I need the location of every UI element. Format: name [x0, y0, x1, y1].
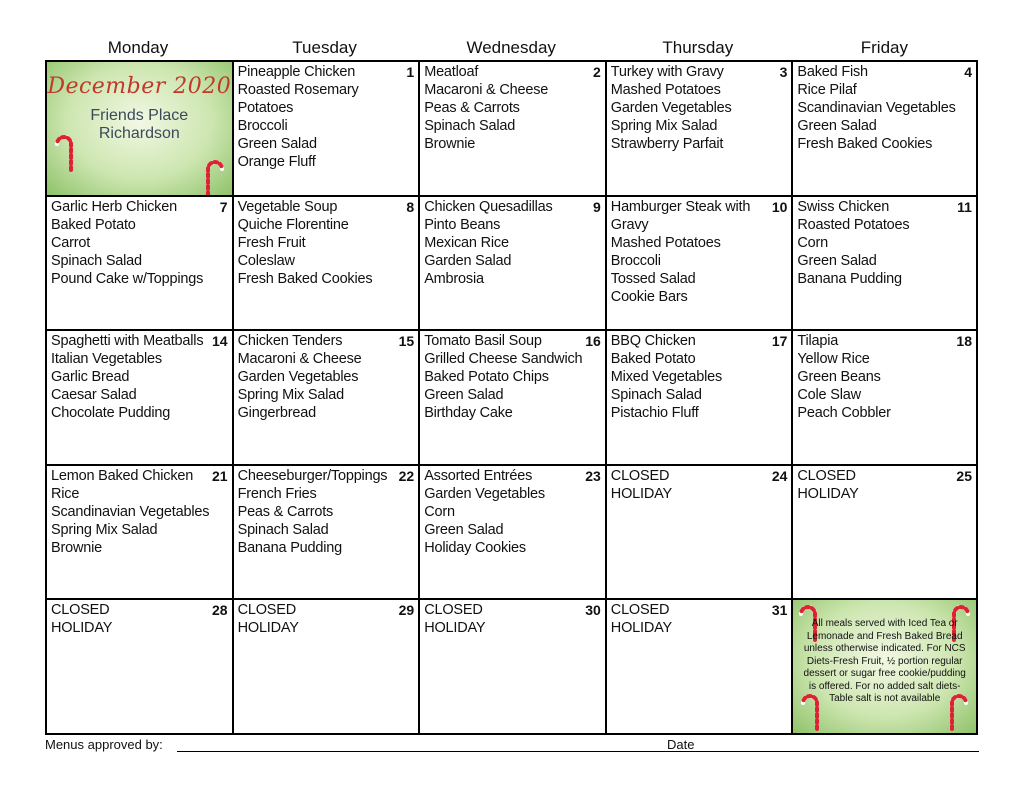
menu-item: Ambrosia	[424, 270, 484, 287]
day-number: 1	[406, 64, 415, 80]
day-number: 8	[406, 198, 415, 215]
menu-item: Hamburger Steak with	[610, 198, 751, 215]
menu-item: Scandinavian Vegetables	[51, 503, 210, 520]
menu-items	[238, 63, 405, 171]
menu-item: Mixed Vegetables	[610, 369, 723, 386]
menu-item: Potatoes	[237, 100, 294, 116]
menu-items	[797, 198, 962, 288]
menu-items	[424, 198, 591, 288]
menu-items	[238, 467, 405, 557]
menu-item: Vegetable Soup	[237, 198, 338, 215]
day-cell-23	[420, 466, 607, 601]
menu-items	[424, 467, 591, 557]
menu-item: Roasted Rosemary	[237, 82, 359, 98]
menu-item: Pistachio Fluff	[610, 405, 699, 422]
menu-item: Spring Mix Salad	[237, 387, 345, 404]
menu-items	[424, 332, 591, 422]
day-number: 17	[771, 333, 788, 350]
day-cell-7	[47, 197, 234, 332]
menu-item: Orange Fluff	[237, 154, 316, 170]
day-header-monday: Monday	[107, 38, 169, 57]
menu-item: Mexican Rice	[424, 234, 509, 251]
day-number: 16	[585, 333, 601, 350]
menu-item: Garlic Bread	[51, 369, 130, 386]
menu-item: French Fries	[237, 485, 317, 502]
day-cell-22	[234, 466, 421, 601]
menu-item: Fresh Fruit	[237, 234, 306, 251]
day-number: 4	[964, 64, 972, 80]
menu-item: HOLIDAY	[797, 485, 859, 502]
day-number: 14	[212, 333, 228, 350]
menu-items	[611, 332, 778, 422]
menu-item: Tomato Basil Soup	[424, 333, 542, 350]
menu-item: Cole Slaw	[797, 387, 861, 404]
day-number: 15	[398, 333, 415, 350]
day-number: 10	[771, 198, 788, 215]
meal-note-text: All meals served with Iced Tea or Lemonade and Fresh Baked Bread unless otherwise indicated. For NCS Diets-Fresh Fruit, ½ portion regular dessert or sugar free cookie/pudding is offered. For no added salt diets- Table salt is not available	[803, 618, 966, 705]
menu-item: Gingerbread	[237, 405, 317, 422]
day-cell-4	[793, 62, 976, 197]
menu-item: Corn	[797, 234, 829, 251]
menu-item: Swiss Chicken	[797, 198, 890, 215]
day-cell-29	[234, 600, 421, 733]
menu-items	[611, 198, 778, 306]
menu-item: Baked Potato	[610, 351, 696, 368]
menu-item: Birthday Cake	[424, 405, 513, 422]
day-number: 22	[398, 467, 415, 484]
menu-item: Carrot	[51, 234, 91, 251]
menu-item: Spinach Salad	[424, 118, 516, 134]
location-line1: Friends Place	[90, 107, 189, 124]
menu-item: Brownie	[424, 136, 476, 152]
menu-item: Broccoli	[237, 118, 288, 134]
menu-item: Green Salad	[797, 252, 877, 269]
day-cell-3	[607, 62, 794, 197]
day-number: 9	[592, 198, 601, 215]
menu-item: CLOSED	[51, 602, 110, 619]
day-number: 2	[592, 64, 601, 80]
menu-items	[238, 601, 405, 637]
menu-items	[238, 198, 405, 288]
month-title: December 2020	[47, 74, 232, 99]
approved-by-label: Menus approved by:	[45, 737, 163, 752]
menu-items	[797, 63, 962, 153]
day-cell-24	[607, 466, 794, 601]
menu-item: Holiday Cookies	[424, 539, 526, 556]
menu-item: Spaghetti with Meatballs	[51, 333, 204, 350]
menu-item: HOLIDAY	[237, 620, 299, 637]
menu-item: CLOSED	[610, 602, 670, 619]
day-header-friday: Friday	[860, 38, 908, 57]
menu-item: HOLIDAY	[610, 620, 672, 637]
menu-item: Chocolate Pudding	[51, 405, 171, 422]
menu-item: Green Salad	[237, 136, 317, 152]
menu-item: Scandinavian Vegetables	[797, 100, 956, 116]
menu-items	[611, 467, 778, 503]
menu-item: Gravy	[610, 216, 649, 233]
menu-item: Peas & Carrots	[237, 503, 334, 520]
menu-item: Yellow Rice	[797, 351, 870, 368]
menu-item: Baked Potato	[51, 216, 136, 233]
day-cell-8	[234, 197, 421, 332]
day-number: 24	[771, 467, 788, 484]
day-cell-10	[607, 197, 794, 332]
date-label: Date	[667, 737, 695, 752]
day-cell-21	[47, 466, 234, 601]
menu-item: Chicken Quesadillas	[424, 198, 553, 215]
menu-item: Cookie Bars	[610, 288, 688, 305]
menu-item: CLOSED	[610, 467, 670, 484]
weekday-header	[45, 38, 978, 60]
menu-item: Pound Cake w/Toppings	[51, 270, 204, 287]
menu-item: CLOSED	[424, 602, 483, 619]
menu-item: Spring Mix Salad	[51, 521, 158, 538]
menu-item: Baked Potato Chips	[424, 369, 549, 386]
menu-calendar-grid	[45, 60, 978, 735]
menu-item: Brownie	[51, 539, 102, 556]
menu-item: Rice Pilaf	[797, 82, 857, 98]
menu-item: Green Salad	[424, 521, 504, 538]
menu-item: Garden Vegetables	[610, 100, 732, 116]
day-cell-1	[234, 62, 421, 197]
menu-item: BBQ Chicken	[610, 333, 696, 350]
menu-item: Spinach Salad	[51, 252, 142, 269]
day-cell-16	[420, 331, 607, 466]
day-cell-15	[234, 331, 421, 466]
day-cell-18	[793, 331, 976, 466]
menu-item: Spinach Salad	[237, 521, 329, 538]
day-number: 31	[771, 602, 788, 619]
day-cell-11	[793, 197, 976, 332]
day-cell-28	[47, 600, 234, 733]
menu-item: Meatloaf	[424, 64, 479, 80]
candy-cane-icon	[200, 157, 228, 197]
menu-item: Macaroni & Cheese	[237, 351, 362, 368]
menu-item: HOLIDAY	[51, 620, 113, 637]
approval-footer	[45, 737, 980, 755]
candy-cane-icon	[51, 132, 79, 172]
menu-item: Pinto Beans	[424, 216, 501, 233]
menu-items	[797, 332, 962, 422]
menu-item: Fresh Baked Cookies	[237, 270, 373, 287]
menu-item: Grilled Cheese Sandwich	[424, 351, 583, 368]
menu-items	[238, 332, 405, 422]
day-cell-14	[47, 331, 234, 466]
approved-by-line	[177, 751, 707, 752]
day-number: 18	[956, 333, 972, 350]
menu-item: Peas & Carrots	[424, 100, 520, 116]
day-number: 7	[219, 198, 228, 215]
menu-item: Cheeseburger/Toppings	[237, 467, 388, 484]
menu-item: Chicken Tenders	[237, 333, 343, 350]
day-number: 3	[779, 64, 788, 80]
menu-items	[51, 198, 218, 288]
location-line2: Richardson	[98, 125, 180, 142]
day-cell-30	[420, 600, 607, 733]
menu-items	[51, 332, 218, 422]
menu-item: Banana Pudding	[237, 539, 343, 556]
day-header-tuesday: Tuesday	[292, 38, 357, 57]
title-card	[47, 62, 234, 197]
meal-note-card	[793, 600, 976, 733]
day-cell-25	[793, 466, 976, 601]
menu-item: Banana Pudding	[797, 270, 902, 287]
menu-item: Strawberry Parfait	[610, 136, 724, 152]
menu-item: Spring Mix Salad	[610, 118, 718, 134]
day-number: 29	[398, 602, 415, 619]
menu-item: Green Beans	[797, 369, 881, 386]
menu-item: Coleslaw	[237, 252, 295, 269]
menu-item: Garden Salad	[424, 252, 512, 269]
day-cell-9	[420, 197, 607, 332]
menu-item: Italian Vegetables	[51, 351, 162, 368]
menu-item: Corn	[424, 503, 455, 520]
menu-item: Quiche Florentine	[237, 216, 349, 233]
menu-item: Green Salad	[797, 118, 877, 134]
menu-item: Spinach Salad	[610, 387, 702, 404]
day-cell-2	[420, 62, 607, 197]
day-header-thursday: Thursday	[662, 38, 734, 57]
day-header-wednesday: Wednesday	[466, 38, 556, 57]
menu-items	[51, 467, 218, 557]
day-cell-17	[607, 331, 794, 466]
menu-item: Fresh Baked Cookies	[797, 136, 933, 152]
menu-item: Tilapia	[797, 333, 839, 350]
menu-item: HOLIDAY	[424, 620, 486, 637]
day-cell-31	[607, 600, 794, 733]
menu-item: Tossed Salad	[610, 270, 696, 287]
day-number: 21	[212, 467, 228, 484]
menu-item: CLOSED	[237, 602, 297, 619]
menu-item: Mashed Potatoes	[610, 82, 721, 98]
menu-item: Turkey with Gravy	[610, 64, 724, 80]
menu-item: Roasted Potatoes	[797, 216, 910, 233]
menu-item: Caesar Salad	[51, 387, 137, 404]
menu-items	[611, 601, 778, 637]
menu-item: Garlic Herb Chicken	[51, 198, 177, 215]
menu-items	[51, 601, 218, 637]
menu-item: Macaroni & Cheese	[424, 82, 549, 98]
menu-item: Pineapple Chicken	[237, 64, 356, 80]
day-number: 28	[212, 602, 228, 619]
day-number: 11	[957, 198, 972, 215]
menu-items	[424, 63, 591, 153]
menu-item: Garden Vegetables	[237, 369, 359, 386]
day-number: 25	[956, 467, 972, 484]
menu-items	[424, 601, 591, 637]
menu-item: HOLIDAY	[610, 485, 672, 502]
menu-items	[797, 467, 962, 503]
menu-item: Green Salad	[424, 387, 504, 404]
menu-item: Assorted Entrées	[424, 467, 533, 484]
day-number: 23	[585, 467, 601, 484]
menu-item: Rice	[51, 485, 80, 502]
menu-item: Baked Fish	[797, 64, 868, 80]
menu-items	[611, 63, 778, 153]
date-line	[699, 751, 979, 752]
menu-item: Mashed Potatoes	[610, 234, 721, 251]
menu-item: Peach Cobbler	[797, 405, 891, 422]
menu-item: Lemon Baked Chicken	[51, 467, 194, 484]
menu-item: CLOSED	[797, 467, 856, 484]
menu-item: Broccoli	[610, 252, 661, 269]
day-number: 30	[585, 602, 601, 619]
menu-item: Garden Vegetables	[424, 485, 545, 502]
